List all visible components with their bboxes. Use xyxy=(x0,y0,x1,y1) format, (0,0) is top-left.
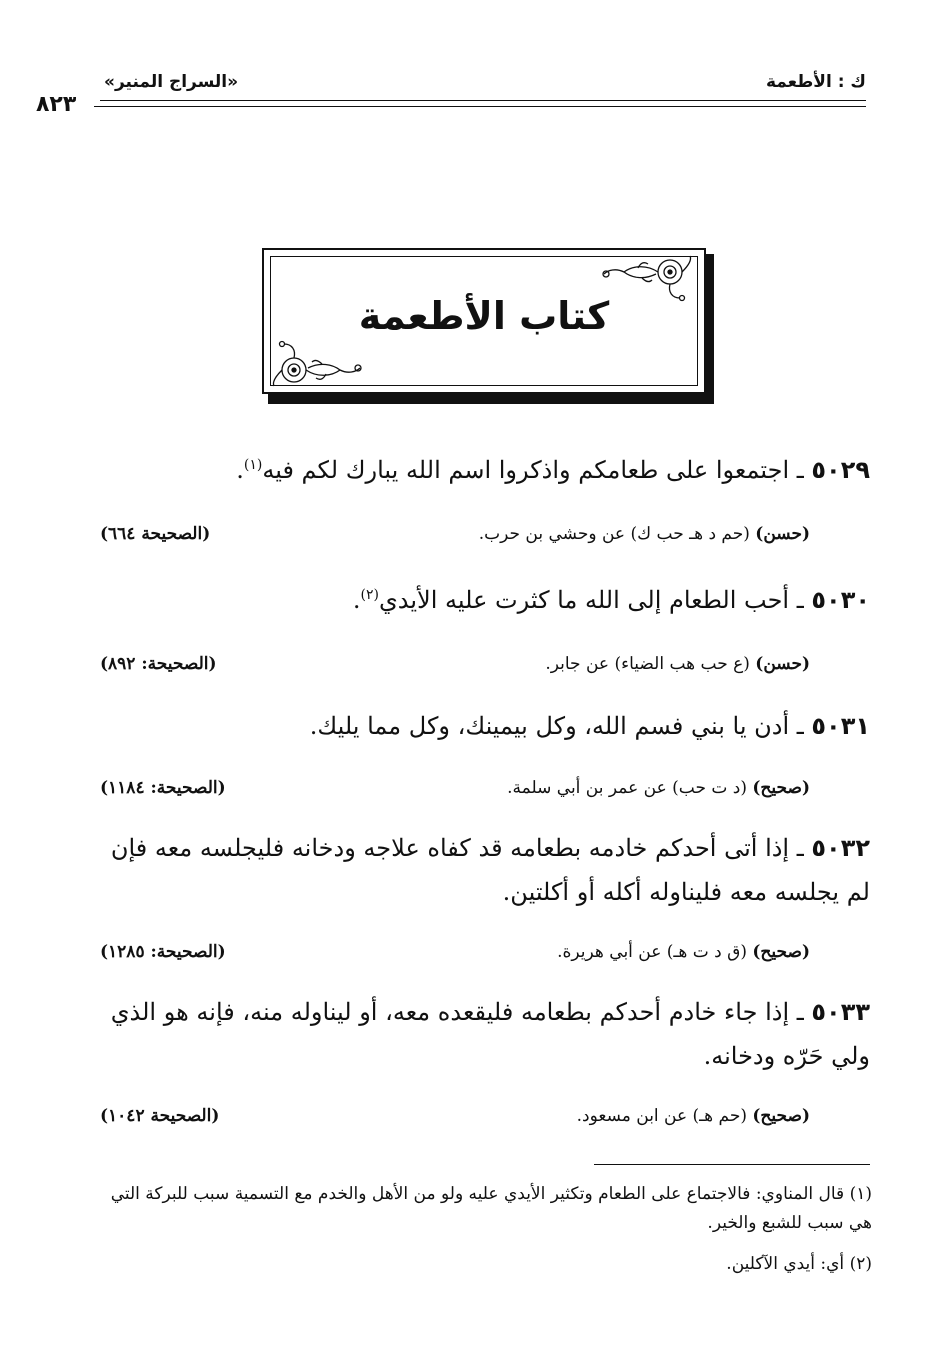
hadith-entry: ٥٠٣١ ـ أدن يا بني فسم الله، وكل بيمينك، وكل مما يليك. xyxy=(309,712,870,740)
footnote-number: (٢) xyxy=(849,1254,872,1274)
footnote xyxy=(100,1180,872,1238)
header-rule-top xyxy=(100,100,866,101)
hadith-text: أدن يا بني فسم الله، وكل بيمينك، وكل مما يليك. xyxy=(309,712,790,740)
footnote-number: (١) xyxy=(849,1184,872,1204)
hadith-grade: (حسن) xyxy=(755,524,810,544)
hadith-text: أحب الطعام إلى الله ما كثرت عليه الأيدي xyxy=(378,586,790,614)
hadith-entry: ٥٠٣٣ ـ إذا جاء خادم أحدكم بطعامه فليقعده معه، أو ليناوله منه، فإنه هو الذي ولي حَرّه ودخانه. xyxy=(110,998,870,1070)
hadith-number: ٥٠٣٠ xyxy=(811,586,870,614)
hadith-number: ٥٠٣٣ xyxy=(811,998,870,1026)
hadith-number: ٥٠٣٢ xyxy=(811,834,870,862)
hadith-end-punct: . xyxy=(352,586,361,614)
footnote-text: قال المناوي: فالاجتماع على الطعام وتكثير الأيدي عليه ولو من الأهل والخدم مع التسمية سبب للبركة التي هي سبب للشبع والخير. xyxy=(110,1184,872,1233)
chapter-title: كتاب الأطعمة xyxy=(358,294,610,338)
hadith-reference: (الصحيحة: ١٢٨٥) xyxy=(100,942,226,962)
running-header-book: «السراج المنير» xyxy=(104,72,239,92)
hadith-number: ٥٠٢٩ xyxy=(811,456,870,484)
footnote-separator xyxy=(594,1164,870,1165)
hadith-source xyxy=(557,942,810,962)
hadith-source-text: (د ت حب) عن عمر بن أبي سلمة. xyxy=(507,778,747,798)
hadith-grade: (صحيح) xyxy=(752,942,810,962)
hadith-entry: ٥٠٣٢ ـ إذا أتى أحدكم خادمه بطعامه قد كفاه علاجه ودخانه فليجلسه معه فإن لم يجلسه معه فليناوله أكله أو أكلتين. xyxy=(110,834,870,906)
hadith-number: ٥٠٣١ xyxy=(811,712,870,740)
hadith-source xyxy=(577,1106,810,1126)
hadith-text: إذا أتى أحدكم خادمه بطعامه قد كفاه علاجه ودخانه فليجلسه معه فإن لم يجلسه معه فليناوله أكله أو أكلتين. xyxy=(110,834,870,906)
footnote-marker: (١) xyxy=(243,457,263,473)
hadith-reference: (الصحيحة ١٠٤٢) xyxy=(100,1106,220,1126)
footnote-marker: (٢) xyxy=(360,587,379,603)
hadith-reference: (الصحيحة: ٨٩٢) xyxy=(100,654,217,674)
hadith-grade: (حسن) xyxy=(755,654,810,674)
hadith-entry: ٥٠٣٠ ـ أحب الطعام إلى الله ما كثرت عليه الأيدي$^{(٢)}$. xyxy=(352,586,870,614)
hadith-source xyxy=(479,524,810,544)
hadith-source xyxy=(545,654,810,674)
hadith-source xyxy=(507,778,810,798)
hadith-text: اجتمعوا على طعامكم واذكروا اسم الله يبارك لكم فيه xyxy=(262,456,790,484)
hadith-text: إذا جاء خادم أحدكم بطعامه فليقعده معه، أو ليناوله منه، فإنه هو الذي ولي حَرّه ودخانه. xyxy=(110,998,870,1070)
hadith-grade: (صحيح) xyxy=(752,778,810,798)
hadith-reference: (الصحيحة ٦٦٤) xyxy=(100,524,211,544)
hadith-end-punct: . xyxy=(236,456,244,484)
header-rule-bottom xyxy=(94,106,866,107)
running-header-chapter: ك : الأطعمة xyxy=(765,72,866,92)
footnote xyxy=(100,1250,872,1279)
page-number: ٨٢٣ xyxy=(36,92,77,117)
hadith-source-text: (حم د هـ حب ك) عن وحشي بن حرب. xyxy=(478,524,750,544)
chapter-title-box xyxy=(262,248,706,394)
hadith-reference: (الصحيحة: ١١٨٤) xyxy=(100,778,226,798)
footnote-text: أي: أيدي الآكلين. xyxy=(726,1254,845,1274)
hadith-source-text: (ع حب هب الضياء) عن جابر. xyxy=(545,654,750,674)
floral-ornament-bottom-left-icon xyxy=(266,338,366,388)
hadith-entry: ٥٠٢٩ ـ اجتمعوا على طعامكم واذكروا اسم الله يبارك لكم فيه$^{(١)}$. xyxy=(236,456,870,484)
hadith-source-text: (ق د ت هـ) عن أبي هريرة. xyxy=(557,942,747,962)
hadith-source-text: (حم هـ) عن ابن مسعود. xyxy=(576,1106,747,1126)
hadith-grade: (صحيح) xyxy=(752,1106,810,1126)
